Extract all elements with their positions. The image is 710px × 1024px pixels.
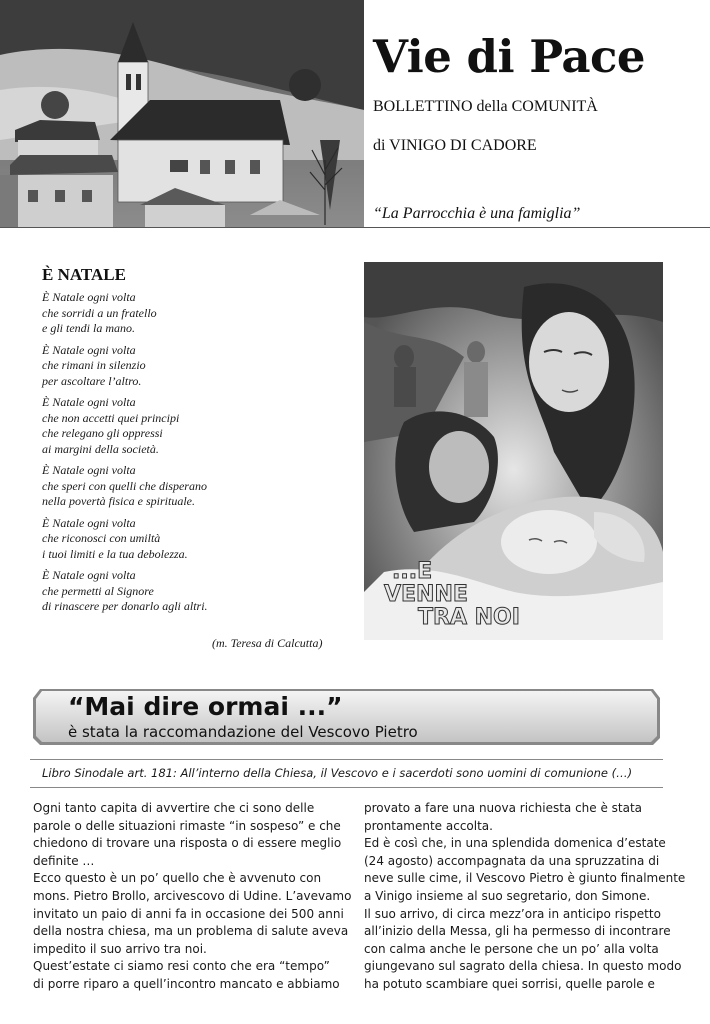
poem-line: di rinascere per donarlo agli altri.: [42, 599, 208, 613]
article-line: Quest’estate ci siamo resi conto che era “tempo”: [33, 959, 330, 974]
article-title-banner: [30, 686, 663, 748]
caption-line: TRA NOI: [418, 605, 520, 630]
article-line: Ed è così che, in una splendida domenica d’estate: [364, 836, 666, 851]
article-line: all’inizio della Messa, gli ha permesso di incontrare: [364, 924, 671, 939]
caption-line: ...E: [392, 559, 433, 584]
article-line: chiedono di trovare una risposta o di essere meglio: [33, 836, 342, 851]
article-line: a Vinigo insieme al suo segretario, don Simone.: [364, 888, 651, 903]
article-line: giungevano sul sagrato della chiesa. In questo modo: [364, 959, 682, 974]
village-church-photo: [0, 0, 364, 227]
poem-line: che riconosci con umiltà: [42, 531, 161, 545]
article-line: parole o delle situazioni rimaste “in sospeso” e che: [33, 818, 341, 833]
poem-line: ai margini della società.: [42, 441, 159, 456]
article-line: Il suo arrivo, di circa mezz’ora in anticipo rispetto: [364, 906, 661, 921]
poem-title: È NATALE: [42, 265, 126, 284]
poem-line: È Natale ogni volta: [42, 395, 136, 409]
poem-line: È Natale ogni volta: [42, 342, 136, 357]
article-line: di porre riparo a quell’incontro mancato e abbiamo: [33, 976, 340, 991]
article-line: Ecco questo è un po’ quello che è avvenuto con: [33, 871, 322, 886]
poem-stanza: [42, 463, 342, 510]
header-divider: [0, 227, 710, 228]
article-line: ha potuto scambiare quei sorrisi, quelle parole e: [364, 976, 655, 991]
masthead-title: Vie di Pace: [373, 30, 646, 83]
poem-stanza: [42, 343, 342, 390]
article-column-right: [364, 800, 684, 994]
article-title: “Mai dire ormai ...”: [68, 692, 343, 721]
article-line: con calma anche le persone che un po’ alla volta: [364, 941, 659, 956]
article-line: provato a fare una nuova richiesta che è stata: [364, 801, 643, 815]
poem-stanza: [42, 516, 342, 563]
poem-line: i tuoi limiti e la tua debolezza.: [42, 546, 188, 561]
masthead-motto: “La Parrocchia è una famiglia”: [373, 205, 581, 222]
article-line: definite …: [33, 853, 95, 868]
poem-line: nella povertà fisica e spirituale.: [42, 494, 195, 508]
article-line: (24 agosto) accompagnata da una spruzzatina di: [364, 853, 660, 868]
article-line: impedito il suo arrivo tra noi.: [33, 941, 207, 956]
article-line: invitato un paio di anni fa in occasione dei 500 anni: [33, 906, 344, 921]
poem-body: [42, 290, 342, 621]
poem-line: che rimani in silenzio: [42, 358, 146, 372]
poem-stanza: [42, 395, 342, 457]
poem-author: (m. Teresa di Calcutta): [212, 636, 323, 650]
illustration-caption: [370, 560, 590, 629]
poem-line: che sorridi a un fratello: [42, 305, 157, 320]
poem-line: È Natale ogni volta: [42, 515, 136, 530]
article-line: prontamente accolta.: [364, 818, 493, 833]
poem-line: che relegano gli oppressi: [42, 426, 163, 440]
quote-divider-top: [30, 759, 663, 760]
poem-line: che non accetti quei principi: [42, 410, 180, 425]
masthead-subtitle-bulletin: BOLLETTINO della COMUNITÀ: [373, 98, 598, 115]
poem-line: che permetti al Signore: [42, 583, 154, 598]
poem-stanza: [42, 568, 342, 615]
poem-line: che speri con quelli che disperano: [42, 478, 207, 493]
article-line: mons. Pietro Brollo, arcivescovo di Udine. L’avevamo: [33, 888, 352, 903]
article-line: Ogni tanto capita di avvertire che ci sono delle: [33, 801, 315, 815]
article-subtitle: è stata la raccomandazione del Vescovo Pietro: [68, 723, 418, 741]
quote-divider-bottom: [30, 787, 663, 788]
article-line: neve sulle cime, il Vescovo Pietro è giunto finalmente: [364, 871, 686, 886]
poem-stanza: [42, 290, 342, 337]
synod-quote: Libro Sinodale art. 181: All’interno della Chiesa, il Vescovo e i sacerdoti sono uomini di comunione (…): [42, 766, 633, 780]
poem-line: È Natale ogni volta: [42, 463, 136, 477]
masthead-subtitle-community: di VINIGO DI CADORE: [373, 137, 537, 154]
poem-line: È Natale ogni volta: [42, 568, 136, 582]
article-line: della nostra chiesa, ma un problema di salute aveva: [33, 924, 349, 939]
poem-line: È Natale ogni volta: [42, 290, 136, 304]
poem-line: e gli tendi la mano.: [42, 321, 135, 335]
poem-line: per ascoltare l’altro.: [42, 373, 142, 388]
article-column-left: [33, 800, 351, 994]
caption-line: VENNE: [384, 582, 468, 607]
